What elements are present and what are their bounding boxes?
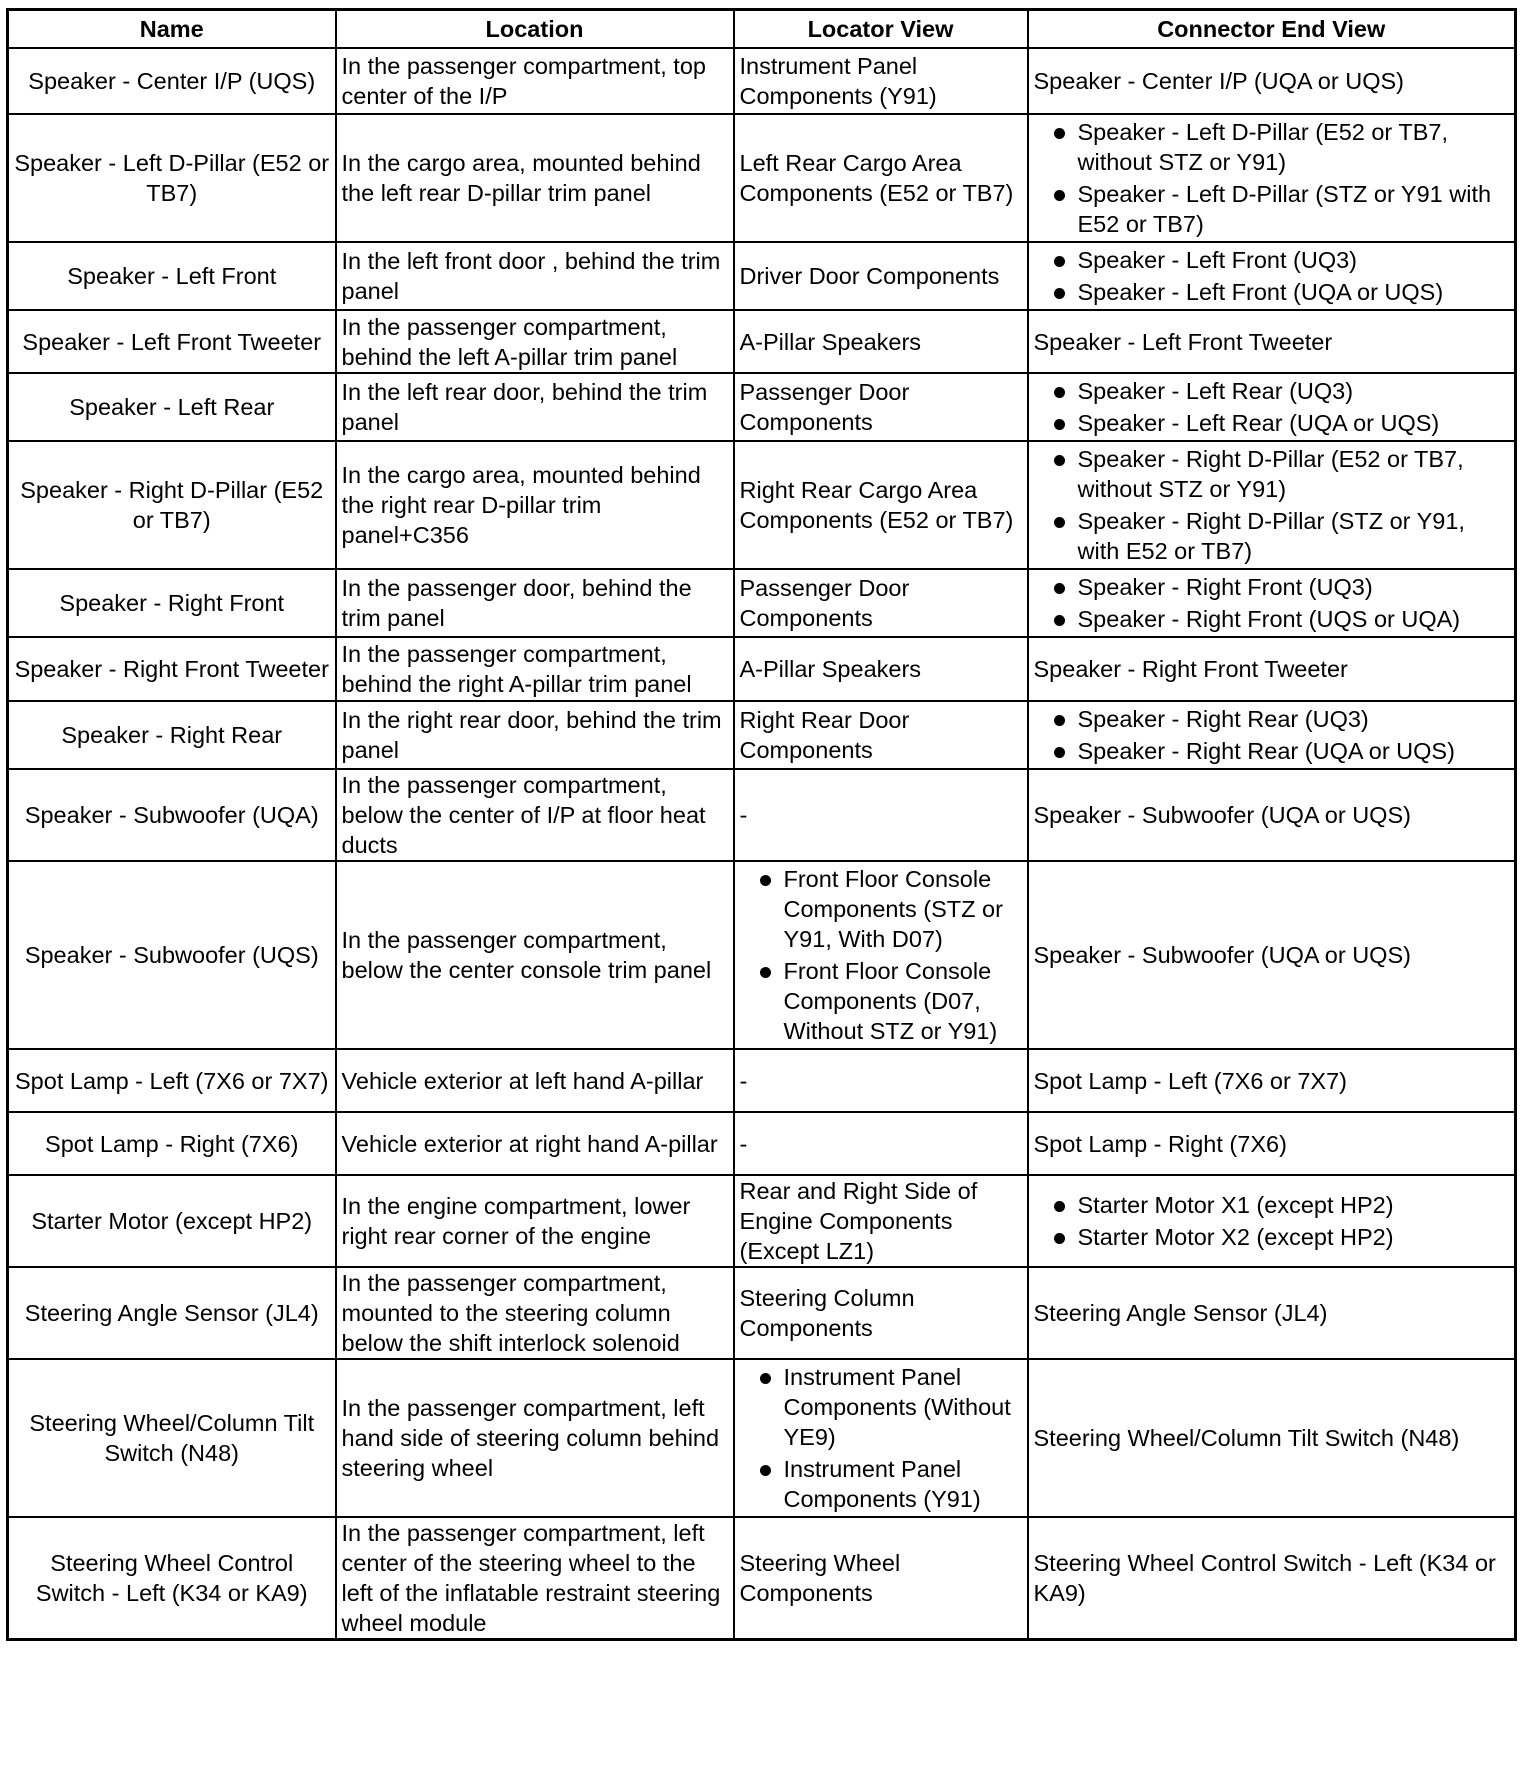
cell-name: Steering Wheel/Column Tilt Switch (N48) [8,1359,336,1517]
cell-location: In the passenger compartment, mounted to the steering column below the shift interlock solenoid [336,1267,734,1359]
bullet-item [1034,604,1510,634]
bullet-item [1034,1190,1510,1220]
bullet-text: Speaker - Left Rear (UQA or UQS) [1077,410,1440,436]
bullet-icon [760,1373,771,1384]
cell-connector-end-view: Steering Angle Sensor (JL4) [1028,1267,1516,1359]
cell-connector-end-view [1028,569,1516,637]
bullet-text: Speaker - Right Rear (UQA or UQS) [1077,738,1455,764]
cell-location: In the passenger door, behind the trim panel [336,569,734,637]
cell-locator-view [734,1359,1028,1517]
table-row [8,569,1516,637]
bullet-icon [1054,128,1065,139]
cell-locator-view: Steering Column Components [734,1267,1028,1359]
bullet-item [1034,704,1510,734]
bullet-item [740,956,1022,1046]
table-row [8,441,1516,569]
cell-name: Speaker - Center I/P (UQS) [8,48,336,114]
table-body [8,48,1516,1640]
cell-locator-view: Passenger Door Components [734,569,1028,637]
bullet-item [740,1454,1022,1514]
cell-location: In the passenger compartment, behind the left A-pillar trim panel [336,310,734,373]
bullet-text: Front Floor Console Components (D07, Without STZ or Y91) [783,958,998,1044]
cell-name: Speaker - Right Front Tweeter [8,637,336,701]
cell-locator-view: - [734,1049,1028,1112]
table-row [8,1267,1516,1359]
bullet-list [1034,704,1510,766]
cell-name: Starter Motor (except HP2) [8,1175,336,1267]
header-name: Name [8,10,336,49]
bullet-item [1034,572,1510,602]
bullet-icon [760,875,771,886]
cell-name: Speaker - Right Rear [8,701,336,769]
header-locator-view: Locator View [734,10,1028,49]
bullet-icon [1054,455,1065,466]
bullet-list [1034,117,1510,239]
cell-location: In the left rear door, behind the trim panel [336,373,734,441]
table-row [8,242,1516,310]
bullet-text: Speaker - Right D-Pillar (E52 or TB7, without STZ or Y91) [1077,446,1464,502]
bullet-text: Speaker - Right Front (UQ3) [1077,574,1373,600]
cell-location: In the passenger compartment, top center of the I/P [336,48,734,114]
cell-name: Spot Lamp - Right (7X6) [8,1112,336,1175]
bullet-item [740,864,1022,954]
bullet-text: Speaker - Right Rear (UQ3) [1077,706,1369,732]
cell-location: In the passenger compartment, behind the right A-pillar trim panel [336,637,734,701]
bullet-text: Instrument Panel Components (Y91) [783,1456,981,1512]
cell-connector-end-view: Spot Lamp - Left (7X6 or 7X7) [1028,1049,1516,1112]
bullet-item [1034,277,1510,307]
bullet-icon [1054,615,1065,626]
bullet-icon [1054,715,1065,726]
bullet-item [1034,245,1510,275]
cell-name: Spot Lamp - Left (7X6 or 7X7) [8,1049,336,1112]
bullet-list [1034,1190,1510,1252]
bullet-list [740,864,1022,1046]
cell-location: In the right rear door, behind the trim panel [336,701,734,769]
cell-locator-view: A-Pillar Speakers [734,310,1028,373]
cell-locator-view: Left Rear Cargo Area Components (E52 or TB7) [734,114,1028,242]
table-row [8,1359,1516,1517]
cell-connector-end-view [1028,701,1516,769]
cell-connector-end-view: Speaker - Right Front Tweeter [1028,637,1516,701]
table-row [8,637,1516,701]
cell-connector-end-view: Steering Wheel/Column Tilt Switch (N48) [1028,1359,1516,1517]
cell-name: Speaker - Subwoofer (UQS) [8,861,336,1049]
bullet-item [1034,1222,1510,1252]
bullet-item [1034,376,1510,406]
cell-connector-end-view: Speaker - Left Front Tweeter [1028,310,1516,373]
cell-name: Speaker - Subwoofer (UQA) [8,769,336,861]
cell-location: In the passenger compartment, left center of the steering wheel to the left of the inflatable restraint steering wheel module [336,1517,734,1640]
bullet-icon [1054,1233,1065,1244]
header-row [8,10,1516,49]
cell-locator-view: Steering Wheel Components [734,1517,1028,1640]
bullet-list [1034,376,1510,438]
cell-locator-view: - [734,769,1028,861]
cell-location: In the left front door , behind the trim panel [336,242,734,310]
table-row [8,1175,1516,1267]
cell-connector-end-view: Spot Lamp - Right (7X6) [1028,1112,1516,1175]
table-row [8,373,1516,441]
bullet-text: Speaker - Right Front (UQS or UQA) [1077,606,1461,632]
bullet-icon [1054,419,1065,430]
bullet-text: Instrument Panel Components (Without YE9) [783,1364,1011,1450]
table-row [8,1517,1516,1640]
bullet-item [1034,444,1510,504]
bullet-list [740,1362,1022,1514]
bullet-item [1034,408,1510,438]
cell-connector-end-view: Speaker - Subwoofer (UQA or UQS) [1028,861,1516,1049]
cell-locator-view: Instrument Panel Components (Y91) [734,48,1028,114]
bullet-list [1034,245,1510,307]
bullet-icon [1054,583,1065,594]
bullet-item [740,1362,1022,1452]
table-row [8,114,1516,242]
header-location: Location [336,10,734,49]
cell-connector-end-view: Speaker - Subwoofer (UQA or UQS) [1028,769,1516,861]
cell-connector-end-view [1028,242,1516,310]
bullet-icon [1054,387,1065,398]
cell-name: Steering Angle Sensor (JL4) [8,1267,336,1359]
cell-location: Vehicle exterior at left hand A-pillar [336,1049,734,1112]
bullet-icon [1054,1201,1065,1212]
table-row [8,861,1516,1049]
table-row [8,1049,1516,1112]
bullet-icon [1054,517,1065,528]
bullet-text: Speaker - Right D-Pillar (STZ or Y91, with E52 or TB7) [1077,508,1465,564]
cell-locator-view: Right Rear Cargo Area Components (E52 or TB7) [734,441,1028,569]
table-row [8,769,1516,861]
component-locator-table-sheet [6,8,1514,1641]
bullet-icon [1054,190,1065,201]
cell-locator-view: Right Rear Door Components [734,701,1028,769]
bullet-text: Starter Motor X2 (except HP2) [1077,1224,1394,1250]
header-connector-end-view: Connector End View [1028,10,1516,49]
table-row [8,48,1516,114]
cell-location: In the passenger compartment, below the center console trim panel [336,861,734,1049]
cell-name: Speaker - Left Front Tweeter [8,310,336,373]
bullet-text: Front Floor Console Components (STZ or Y91, With D07) [783,866,1003,952]
bullet-icon [1054,747,1065,758]
cell-locator-view: A-Pillar Speakers [734,637,1028,701]
bullet-text: Speaker - Left Front (UQA or UQS) [1077,279,1444,305]
bullet-icon [760,967,771,978]
bullet-item [1034,506,1510,566]
bullet-text: Starter Motor X1 (except HP2) [1077,1192,1394,1218]
bullet-list [1034,444,1510,566]
bullet-text: Speaker - Left D-Pillar (E52 or TB7, without STZ or Y91) [1077,119,1448,175]
bullet-icon [760,1465,771,1476]
cell-name: Speaker - Left Front [8,242,336,310]
bullet-text: Speaker - Left Rear (UQ3) [1077,378,1354,404]
cell-name: Speaker - Right D-Pillar (E52 or TB7) [8,441,336,569]
table-row [8,310,1516,373]
cell-connector-end-view [1028,114,1516,242]
bullet-text: Speaker - Left D-Pillar (STZ or Y91 with E52 or TB7) [1077,181,1492,237]
cell-name: Speaker - Left Rear [8,373,336,441]
bullet-icon [1054,256,1065,267]
cell-locator-view: Rear and Right Side of Engine Components (Except LZ1) [734,1175,1028,1267]
cell-location: In the passenger compartment, below the center of I/P at floor heat ducts [336,769,734,861]
cell-locator-view: Passenger Door Components [734,373,1028,441]
cell-location: Vehicle exterior at right hand A-pillar [336,1112,734,1175]
bullet-list [1034,572,1510,634]
cell-connector-end-view [1028,441,1516,569]
cell-locator-view: Driver Door Components [734,242,1028,310]
cell-locator-view: - [734,1112,1028,1175]
cell-connector-end-view: Speaker - Center I/P (UQA or UQS) [1028,48,1516,114]
cell-location: In the cargo area, mounted behind the left rear D-pillar trim panel [336,114,734,242]
cell-locator-view [734,861,1028,1049]
bullet-item [1034,736,1510,766]
bullet-item [1034,117,1510,177]
cell-location: In the cargo area, mounted behind the right rear D-pillar trim panel+C356 [336,441,734,569]
table-row [8,701,1516,769]
cell-location: In the passenger compartment, left hand side of steering column behind steering wheel [336,1359,734,1517]
cell-connector-end-view [1028,373,1516,441]
cell-name: Steering Wheel Control Switch - Left (K34 or KA9) [8,1517,336,1640]
cell-connector-end-view: Steering Wheel Control Switch - Left (K34 or KA9) [1028,1517,1516,1640]
cell-name: Speaker - Right Front [8,569,336,637]
bullet-icon [1054,288,1065,299]
table-row [8,1112,1516,1175]
bullet-text: Speaker - Left Front (UQ3) [1077,247,1357,273]
bullet-item [1034,179,1510,239]
cell-connector-end-view [1028,1175,1516,1267]
component-locator-table [6,8,1517,1641]
cell-location: In the engine compartment, lower right rear corner of the engine [336,1175,734,1267]
cell-name: Speaker - Left D-Pillar (E52 or TB7) [8,114,336,242]
